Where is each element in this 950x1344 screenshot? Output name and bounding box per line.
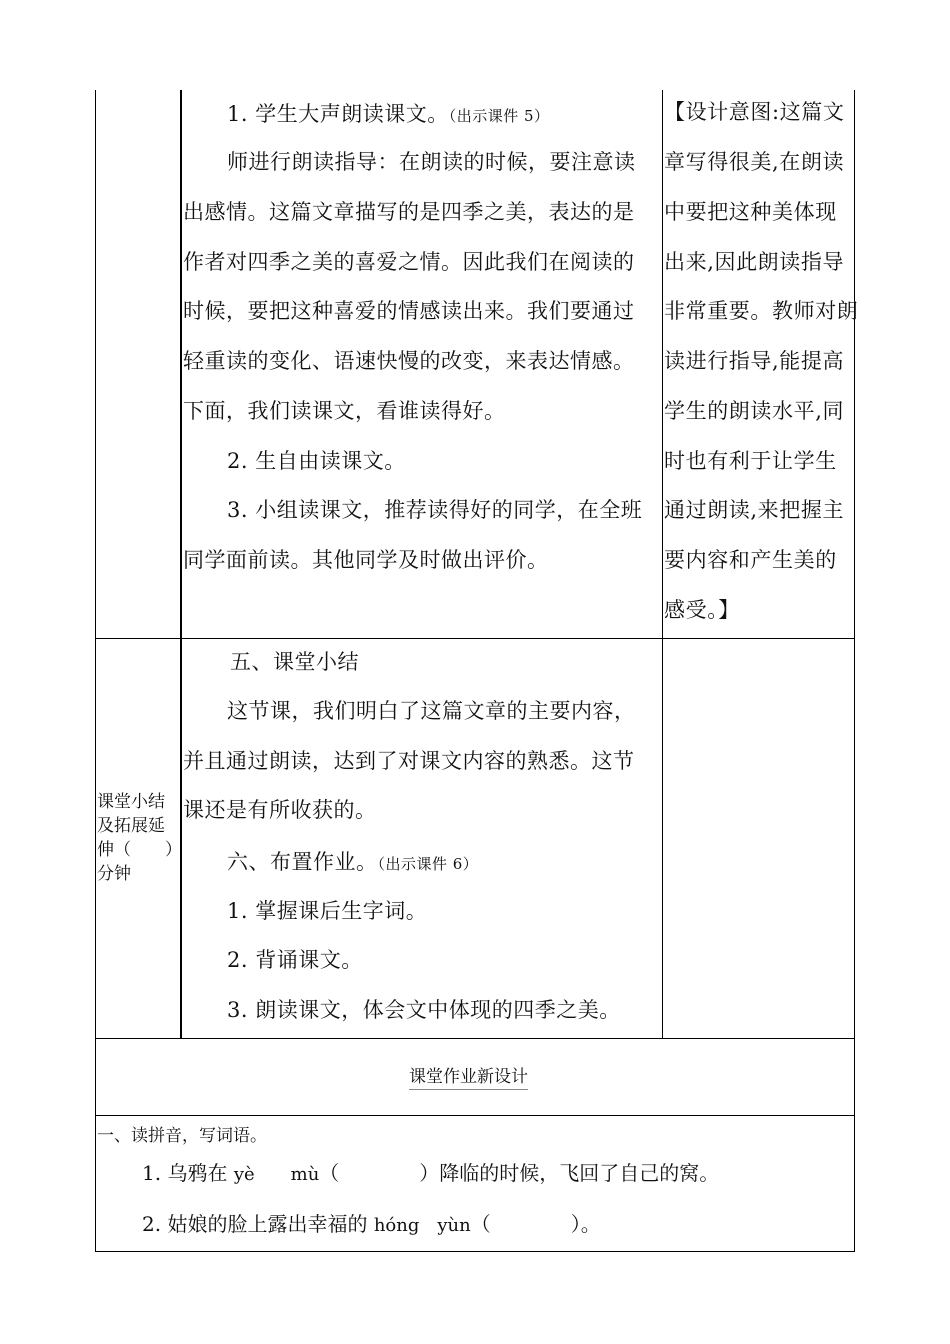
q1-suffix: 降临的时候，飞回了自己的窝。: [439, 1161, 720, 1185]
section-label-line-1: 课堂小结: [97, 792, 165, 812]
summary-line-2: 并且通过朗读，达到了对课文内容的熟悉。这节: [183, 749, 635, 773]
table-border-left: [95, 90, 96, 1252]
homework-design-title: 课堂作业新设计: [409, 1066, 528, 1090]
table-col-divider-1: [180, 90, 182, 1038]
guidance-line-6: 下面，我们读课文，看谁读得好。: [183, 399, 506, 423]
table-border-right: [854, 90, 855, 1252]
courseware-note-5: （出示课件 5）: [448, 107, 550, 125]
summary-line-1: 这节课，我们明白了这篇文章的主要内容，: [227, 699, 636, 723]
design-intent-line-6: 读进行指导,能提高: [664, 349, 845, 373]
guidance-line-2: 出感情。这篇文章描写的是四季之美，表达的是: [183, 200, 635, 224]
exercise-question-2: [142, 1212, 601, 1238]
class-summary-heading: 五、课堂小结: [230, 650, 359, 674]
guidance-line-3: 作者对四季之美的喜爱之情。因此我们在阅读的: [183, 250, 635, 274]
guidance-line-5: 轻重读的变化、语速快慢的改变，来表达情感。: [183, 349, 635, 373]
assign-homework-heading: [227, 850, 478, 876]
q1-answer-blank[interactable]: （ ）: [319, 1161, 440, 1185]
reading-step-1: [227, 102, 550, 128]
table-border-bottom: [95, 1251, 855, 1252]
exercise-heading: 一、读拼音，写词语。: [97, 1126, 267, 1146]
homework-item-1: 1. 掌握课后生字词。: [227, 899, 428, 923]
section-label-line-3: 伸（ ）: [97, 840, 182, 860]
design-intent-line-3: 中要把这种美体现: [664, 200, 837, 224]
design-intent-line-9: 通过朗读,来把握主: [664, 498, 845, 522]
guidance-line-4: 时候，要把这种喜爱的情感读出来。我们要通过: [183, 299, 635, 323]
design-intent-line-11: 感受。】: [664, 598, 740, 622]
q1-prefix: 1. 乌鸦在: [142, 1161, 228, 1185]
table-col-divider-2: [662, 90, 663, 1038]
q2-prefix: 2. 姑娘的脸上露出幸福的: [142, 1212, 368, 1236]
design-intent-line-8: 时也有利于让学生: [664, 449, 837, 473]
exercise-question-1: [142, 1161, 719, 1187]
summary-line-3: 课还是有所收获的。: [183, 798, 377, 822]
section-label-line-4: 分钟: [97, 864, 131, 884]
design-intent-line-2: 章写得很美,在朗读: [664, 150, 845, 174]
design-intent-line-1: 【设计意图:这篇文: [664, 100, 845, 124]
q2-answer-blank[interactable]: （ ）: [470, 1212, 581, 1236]
homework-item-3: 3. 朗读课文，体会文中体现的四季之美。: [227, 998, 621, 1022]
table-row-divider-1: [95, 638, 855, 639]
table-row-divider-3: [95, 1115, 855, 1116]
section-label-line-2: 及拓展延: [97, 816, 165, 836]
reading-step-3-line-1: 3. 小组读课文，推荐读得好的同学，在全班: [227, 498, 643, 522]
courseware-note-6: （出示课件 6）: [377, 855, 479, 873]
table-row-divider-2: [95, 1038, 855, 1039]
homework-item-2: 2. 背诵课文。: [227, 948, 363, 972]
assign-homework-text: 六、布置作业。: [227, 850, 378, 874]
q2-pinyin: hóng yùn: [373, 1215, 471, 1236]
q1-pinyin: yè mù: [233, 1164, 320, 1185]
reading-step-2: 2. 生自由读课文。: [227, 449, 406, 473]
design-intent-line-10: 要内容和产生美的: [664, 548, 837, 572]
reading-step-3-line-2: 同学面前读。其他同学及时做出评价。: [183, 548, 549, 572]
guidance-line-1: 师进行朗读指导：在朗读的时候，要注意读: [227, 150, 636, 174]
reading-step-1-text: 1. 学生大声朗读课文。: [227, 102, 449, 126]
design-intent-line-5: 非常重要。教师对朗: [664, 299, 859, 323]
design-intent-line-7: 学生的朗读水平,同: [664, 399, 845, 423]
design-intent-line-4: 出来,因此朗读指导: [664, 250, 845, 274]
q2-suffix: 。: [580, 1212, 601, 1236]
